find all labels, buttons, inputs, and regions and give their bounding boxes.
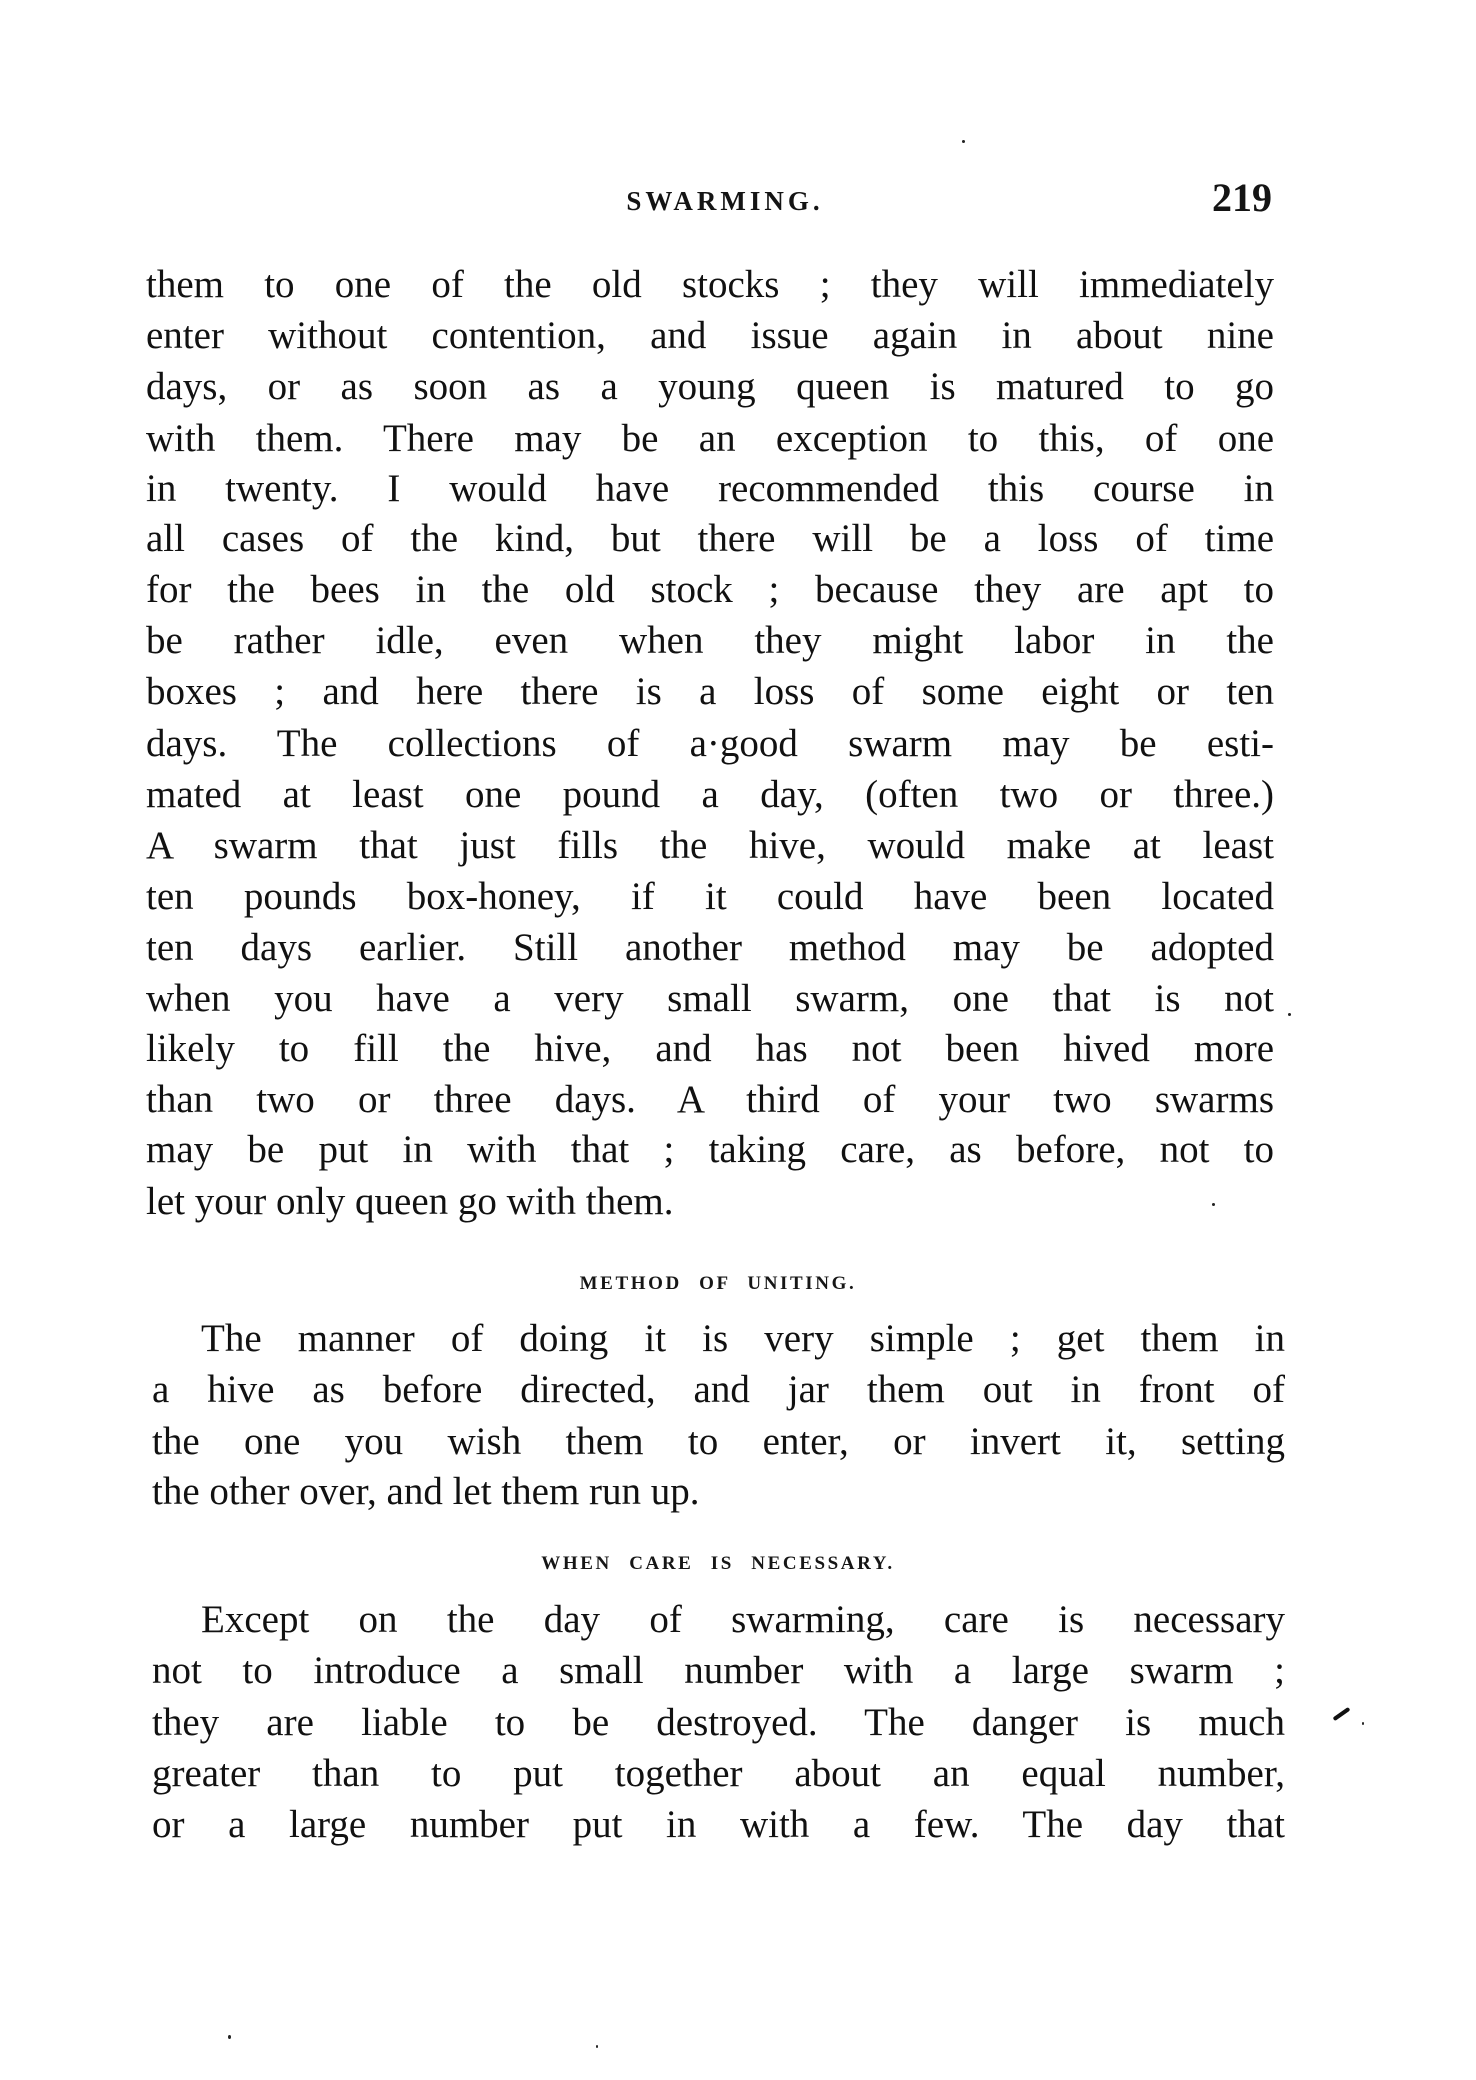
- scan-speck: [1288, 1013, 1291, 1016]
- text-line: the one you wish them to enter, or invert it, setting: [152, 1420, 1285, 1463]
- text-line: A swarm that just fills the hive, would make at least: [146, 824, 1274, 867]
- text-line: likely to fill the hive, and has not been hived more: [146, 1027, 1274, 1070]
- text-line: days, or as soon as a young queen is matured to go: [146, 365, 1274, 408]
- text-line: a hive as before directed, and jar them out in front of: [152, 1368, 1285, 1411]
- text-line: them to one of the old stocks ; they will immediately: [146, 263, 1274, 306]
- text-line: when you have a very small swarm, one that is not: [146, 977, 1274, 1020]
- page-number: 219: [1212, 175, 1272, 220]
- section-heading-method-of-uniting: METHOD OF UNITING.: [579, 1273, 857, 1294]
- scan-speck: [1212, 1203, 1215, 1206]
- text-line: days. The collections of a·good swarm may be esti-: [146, 722, 1274, 765]
- text-line: ten pounds box-honey, if it could have been located: [146, 875, 1274, 918]
- text-line: let your only queen go with them.: [146, 1180, 674, 1223]
- text-line: The manner of doing it is very simple ; get them in: [201, 1317, 1285, 1360]
- text-line: may be put in with that ; taking care, as before, not to: [146, 1128, 1274, 1171]
- scan-speck: [596, 2045, 598, 2048]
- pen-mark-artifact: [1333, 1707, 1351, 1721]
- text-line: than two or three days. A third of your two swarms: [146, 1078, 1274, 1121]
- text-line: the other over, and let them run up.: [152, 1470, 700, 1513]
- scan-speck: [962, 140, 965, 143]
- text-line: in twenty. I would have recommended this course in: [146, 467, 1274, 510]
- text-line: or a large number put in with a few. The day that: [152, 1803, 1285, 1846]
- scan-speck: [228, 2035, 231, 2039]
- text-line: mated at least one pound a day, (often two or three.): [146, 773, 1274, 816]
- text-line: ten days earlier. Still another method may be adopted: [146, 926, 1274, 969]
- text-line: boxes ; and here there is a loss of some eight or ten: [146, 670, 1274, 713]
- text-line: not to introduce a small number with a large swarm ;: [152, 1649, 1285, 1692]
- text-line: enter without contention, and issue again in about nine: [146, 314, 1274, 357]
- text-line: be rather idle, even when they might labor in the: [146, 619, 1274, 662]
- text-line: all cases of the kind, but there will be a loss of time: [146, 517, 1274, 560]
- text-line: with them. There may be an exception to this, of one: [146, 417, 1274, 460]
- text-line: for the bees in the old stock ; because they are apt to: [146, 568, 1274, 611]
- text-line: Except on the day of swarming, care is necessary: [201, 1598, 1285, 1641]
- text-line: greater than to put together about an equal number,: [152, 1752, 1285, 1795]
- running-head: [0, 0, 1476, 240]
- chapter-title: SWARMING.: [626, 186, 824, 216]
- scan-speck: [1362, 1722, 1364, 1725]
- section-heading-when-care-is-necessary: WHEN CARE IS NECESSARY.: [541, 1553, 895, 1574]
- text-line: they are liable to be destroyed. The danger is much: [152, 1701, 1285, 1744]
